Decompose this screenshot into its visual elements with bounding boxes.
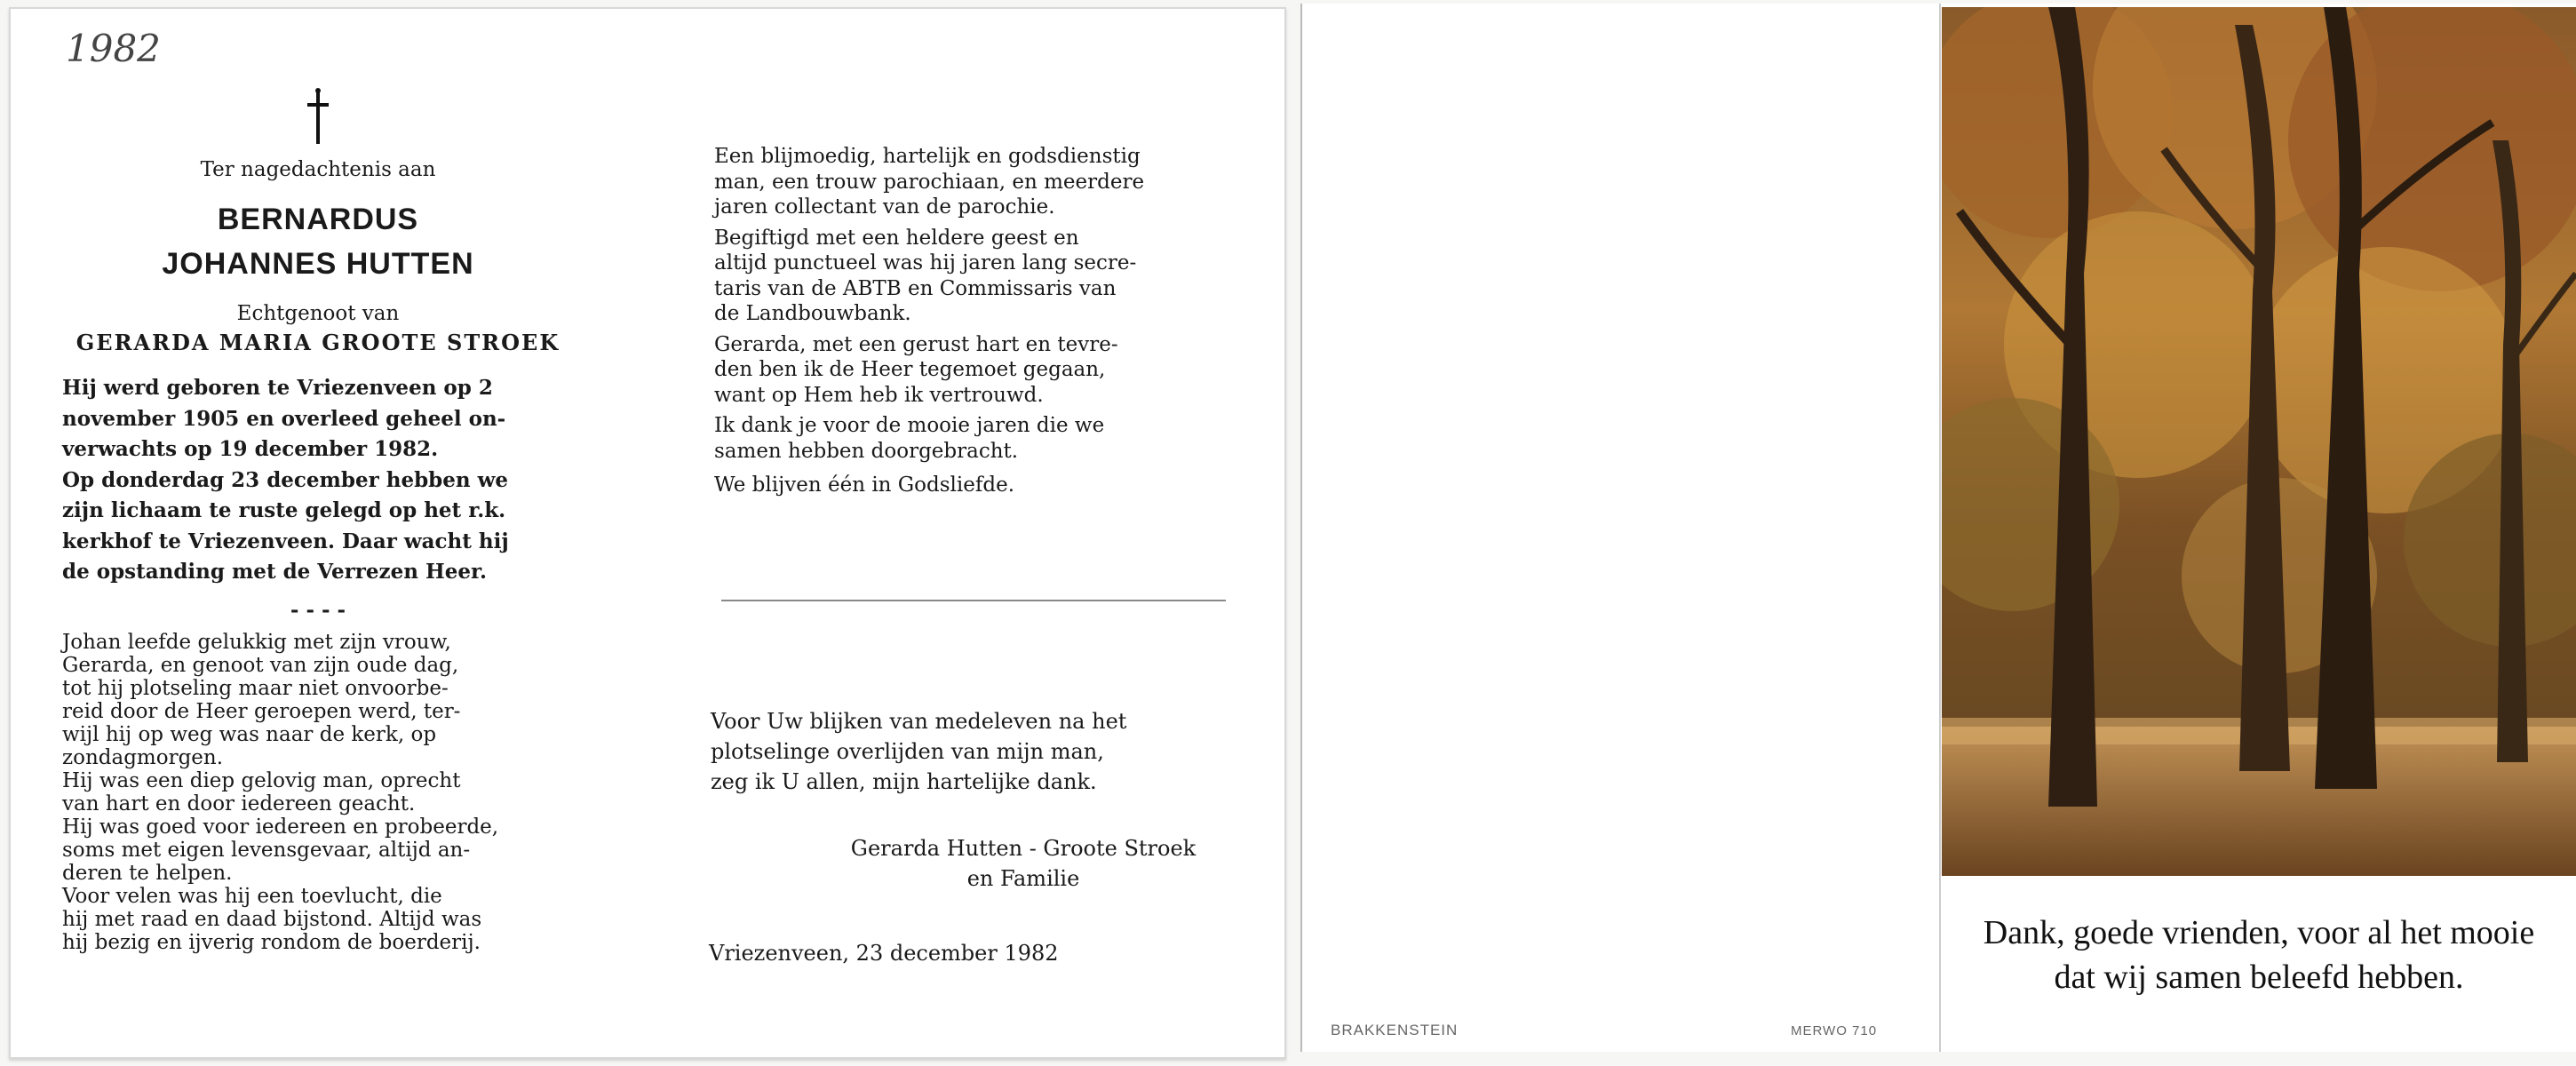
- bio-line: november 1905 en overleed geheel on-: [62, 406, 506, 431]
- thanks-line: plotselinge overlijden van mijn man,: [711, 739, 1104, 764]
- signature-line2: en Familie: [966, 866, 1080, 891]
- thanks-line: zeg ik U allen, mijn hartelijke dank.: [711, 769, 1097, 794]
- in-memory-label: Ter nagedachtenis aan: [200, 158, 436, 181]
- tribute-line: samen hebben doorgebracht.: [714, 439, 1019, 463]
- story-line: van hart en door iedereen geacht.: [62, 792, 416, 815]
- tribute-line: Een blijmoedig, hartelijk en godsdienstig: [714, 145, 1141, 168]
- thanks-line: Voor Uw blijken van medeleven na het: [711, 709, 1127, 734]
- story-line: wijl hij op weg was naar de kerk, op: [62, 723, 437, 746]
- handwritten-year: 1982: [66, 27, 161, 70]
- tribute-line: Ik dank je voor de mooie jaren die we: [714, 414, 1105, 437]
- tribute-line: jaren collectant van de parochie.: [714, 195, 1055, 219]
- publisher-label: BRAKKENSTEIN: [1331, 1022, 1459, 1038]
- bio-line: kerkhof te Vriezenveen. Daar wacht hij: [62, 529, 509, 553]
- spouse-label: Echtgenoot van: [236, 302, 400, 325]
- signature: [766, 833, 1281, 894]
- story-line: soms met eigen levensgevaar, altijd an-: [62, 839, 471, 862]
- memorial-card-inside: [9, 7, 1286, 1059]
- signature-line1: Gerarda Hutten - Groote Stroek: [850, 836, 1197, 861]
- tribute-line: man, een trouw parochiaan, en meerdere: [714, 170, 1145, 194]
- tribute-block: [714, 144, 1229, 498]
- tribute-line: altijd punctueel was hij jaren lang secre-: [714, 251, 1137, 274]
- bio-line: zijn lichaam te ruste gelegd op het r.k.: [62, 498, 506, 522]
- tribute-line: den ben ik de Heer tegemoet gegaan,: [714, 358, 1106, 381]
- story-line: deren te helpen.: [62, 862, 233, 885]
- cross-icon: [300, 87, 336, 147]
- fold-line: [1939, 4, 1941, 1052]
- tribute-line: Begiftigd met een heldere geest en: [714, 226, 1079, 250]
- bio-line: Hij werd geboren te Vriezenveen op 2: [62, 376, 493, 400]
- card-caption: [1942, 911, 2576, 999]
- story-line: zondagmorgen.: [62, 746, 224, 769]
- tribute-line: We blijven één in Godsliefde.: [714, 473, 1015, 497]
- story-line: hij met raad en daad bijstond. Altijd was: [62, 908, 482, 931]
- divider-line: [721, 600, 1226, 601]
- separator: - - - -: [290, 598, 346, 622]
- deceased-name-line2: JOHANNES HUTTEN: [162, 247, 474, 281]
- bio-block: [62, 373, 576, 588]
- tribute-line: want op Hem heb ik vertrouwd.: [714, 383, 1044, 407]
- story-block: [62, 631, 577, 954]
- story-line: Gerarda, en genoot van zijn oude dag,: [62, 654, 459, 677]
- story-line: hij bezig en ijverig rondom de boerderij.: [62, 931, 481, 954]
- story-line: reid door de Heer geroepen werd, ter-: [62, 700, 461, 723]
- bio-line: verwachts op 19 december 1982.: [62, 437, 439, 461]
- tribute-line: de Landbouwbank.: [714, 302, 911, 325]
- story-line: tot hij plotseling maar niet onvoorbe-: [62, 677, 449, 700]
- thanks-block: [711, 706, 1226, 797]
- bio-line: Op donderdag 23 december hebben we: [62, 467, 509, 492]
- story-line: Johan leefde gelukkig met zijn vrouw,: [62, 631, 451, 654]
- tribute-line: taris van de ABTB en Commissaris van: [714, 276, 1117, 300]
- caption-line2: dat wij samen beleefd hebben.: [2054, 959, 2464, 996]
- story-line: Hij was goed voor iedereen en probeerde,: [62, 815, 499, 839]
- caption-line1: Dank, goede vrienden, voor al het mooie: [1983, 914, 2535, 951]
- product-code: MERWO 710: [1791, 1023, 1878, 1038]
- deceased-name-line1: BERNARDUS: [217, 203, 419, 236]
- place-date: Vriezenveen, 23 december 1982: [709, 941, 1059, 966]
- story-line: Hij was een diep gelovig man, oprecht: [62, 769, 461, 792]
- story-line: Voor velen was hij een toevlucht, die: [62, 885, 442, 908]
- spouse-name: GERARDA MARIA GROOTE STROEK: [76, 330, 561, 355]
- tribute-line: Gerarda, met een gerust hart en tevre-: [714, 332, 1118, 356]
- autumn-forest-photo: [1942, 7, 2576, 876]
- bio-line: de opstanding met de Verrezen Heer.: [62, 560, 487, 584]
